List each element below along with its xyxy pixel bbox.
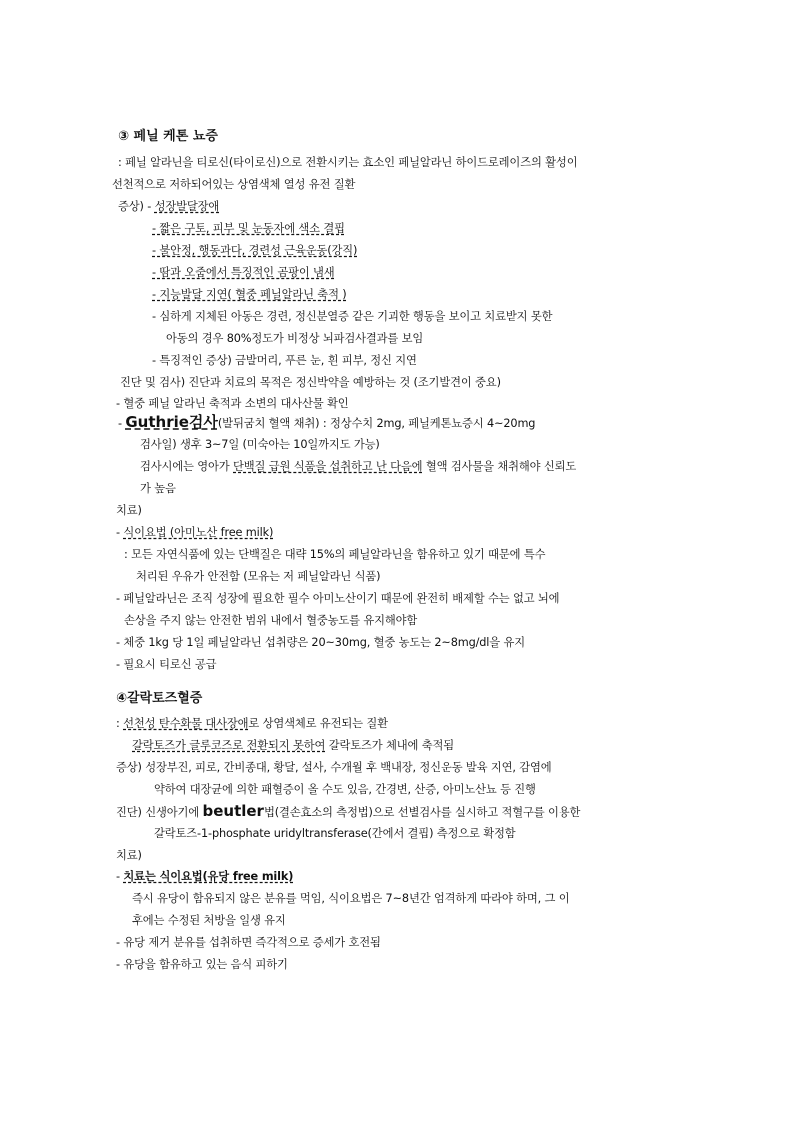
s3-symptom-2: - 짧은 구토, 피부 및 눈동자에 색소 결핍 [152,222,345,235]
s4-diagnosis-1 [116,804,580,820]
s3-definition-line-2: 선천적으로 저하되어있는 상염색체 열성 유전 질환 [112,178,356,191]
s3-dx4-pre: 검사시에는 영아가 [140,460,233,473]
beutler-method-term: beutler [202,802,264,820]
s3-treatment-2: : 모든 자연식품에 있는 단백질은 대략 15%의 페닐알라닌을 함유하고 있기 때문에 특수 [124,548,546,561]
s4-def1-colon: : [116,717,124,730]
s4-def1-post: 로 상염색체로 유전되는 질환 [248,717,388,730]
s4-treatment-5: - 유당을 함유하고 있는 음식 피하기 [116,958,288,971]
s3-diagnosis-4 [140,460,576,474]
s3-symptom-3: - 불안정, 행동과다, 경련성 근육운동(강직) [152,244,358,257]
s3-dx2-bullet: - [118,417,126,430]
s4-def2-underlined: 갈락토즈가 글루코즈로 전환되지 못하여 [132,739,326,752]
s3-dx2-text: (발뒤굼치 혈액 채취) : 정상수치 2mg, 페닐케톤뇨증시 4~20mg [217,417,536,430]
s3-diagnosis-3: 검사일) 생후 3~7일 (미숙아는 10일까지도 가능) [140,438,380,451]
s4-treatment-3: 후에는 수정된 처방을 일생 유지 [132,914,286,927]
s3-symptom-growth: 성장발달장애 [154,200,220,213]
section-4-title: ④갈락토즈혈증 [116,691,203,706]
s4-definition-2 [132,739,454,753]
s3-treatment-7: - 필요시 티로신 공급 [116,658,217,671]
s3-diagnosis-5: 가 높음 [140,482,176,495]
guthrie-test-term: Guthrie검사 [125,413,218,431]
s3-treatment-4: - 페닐알라닌은 조직 성장에 필요한 필수 아미노산이기 때문에 완전히 배제할 수는 없고 뇌에 [116,592,560,605]
s4-def2-post: 갈락토즈가 체내에 축적됨 [325,739,455,752]
s3-symptom-5: - 지능발달 지연( 혈중 페닐알라닌 축적 ) [152,288,347,301]
s4-treatment-1 [116,870,293,884]
s4-dx1-pre: 진단) 신생아기에 [116,806,203,819]
s4-def1-underlined: 선천성 탄수화물 대사장애 [123,717,249,730]
s3-diet-therapy: 식이요법 (아미노산 free milk) [123,526,274,539]
s3-dx4-underlined: 단백질 급원 식품을 섭취하고 난 다음에 [233,460,423,473]
s3-tx1-bullet: - [116,526,124,539]
s4-symptoms-2: 약하여 대장균에 의한 패혈증이 올 수도 있음, 간경변, 산증, 아미노산뇨 등 진행 [154,783,536,796]
s3-treatment-1 [116,526,273,540]
s3-symptom-6b: 아동의 경우 80%정도가 비정상 뇌파검사결과를 보임 [166,332,424,345]
s3-treatment-label: 치료) [116,504,142,517]
s4-diagnosis-2: 갈락토즈-1-phosphate uridyltransferase(간에서 결핍) 측정으로 확정함 [154,827,516,840]
s4-definition-1 [116,717,388,731]
s4-diet-therapy: 치료는 식이요법(유당 free milk) [123,870,294,883]
s3-definition-line-1: : 페닐 알라닌을 티로신(타이로신)으로 전환시키는 효소인 페닐알라닌 하이드로레이즈의 활성이 [118,156,578,169]
s4-symptoms-1: 증상) 성장부진, 피로, 간비종대, 황달, 설사, 수개월 후 백내장, 정신운동 발육 지연, 감염에 [116,761,552,774]
s3-symptom-6a: - 심하게 지체된 아동은 경련, 정신분열증 같은 기괴한 행동을 보이고 치료받지 못한 [152,310,553,323]
s3-treatment-6: - 체중 1kg 당 1일 페닐알라닌 섭취량은 20~30mg, 혈중 농도는 2~8mg/dl을 유지 [116,636,525,649]
s4-treatment-4: - 유당 제거 분유를 섭취하면 즉각적으로 증세가 호전됨 [116,936,381,949]
section-3-title: ③ 페닐 케톤 뇨증 [118,129,218,144]
s3-symptom-7: - 특징적인 증상) 금발머리, 푸른 눈, 흰 피부, 정신 지연 [152,354,417,367]
s3-diagnosis-intro: 진단 및 검사) 진단과 치료의 목적은 정신박약을 예방하는 것 (조기발견이 중요) [120,376,501,389]
s3-treatment-5: 손상을 주지 않는 안전한 범위 내에서 혈중농도를 유지해야함 [124,614,418,627]
s3-symptoms-line-1 [118,200,219,214]
s3-diagnosis-1: - 혈중 페닐 알라닌 축적과 소변의 대사산물 확인 [116,397,349,410]
s4-dx1-post: 법(결손효소의 측정법)으로 선별검사를 실시하고 적혈구를 이용한 [263,806,581,819]
s3-diagnosis-2 [118,415,535,431]
s3-symptoms-label: 증상) - [118,200,155,213]
s4-treatment-2: 즉시 유당이 함유되지 않은 분유를 먹임, 식이요법은 7~8년간 엄격하게 따라야 하며, 그 이 [132,892,570,905]
s4-tx1-bullet: - [116,870,124,883]
s3-treatment-3: 처리된 우유가 안전함 (모유는 저 페닐알라닌 식품) [136,570,381,583]
s4-treatment-label: 치료) [116,849,142,862]
s3-symptom-4: - 땀과 오줌에서 특징적인 곰팡이 냄새 [152,266,335,279]
s3-dx4-post: 혈액 검사물을 채취해야 신뢰도 [422,460,577,473]
